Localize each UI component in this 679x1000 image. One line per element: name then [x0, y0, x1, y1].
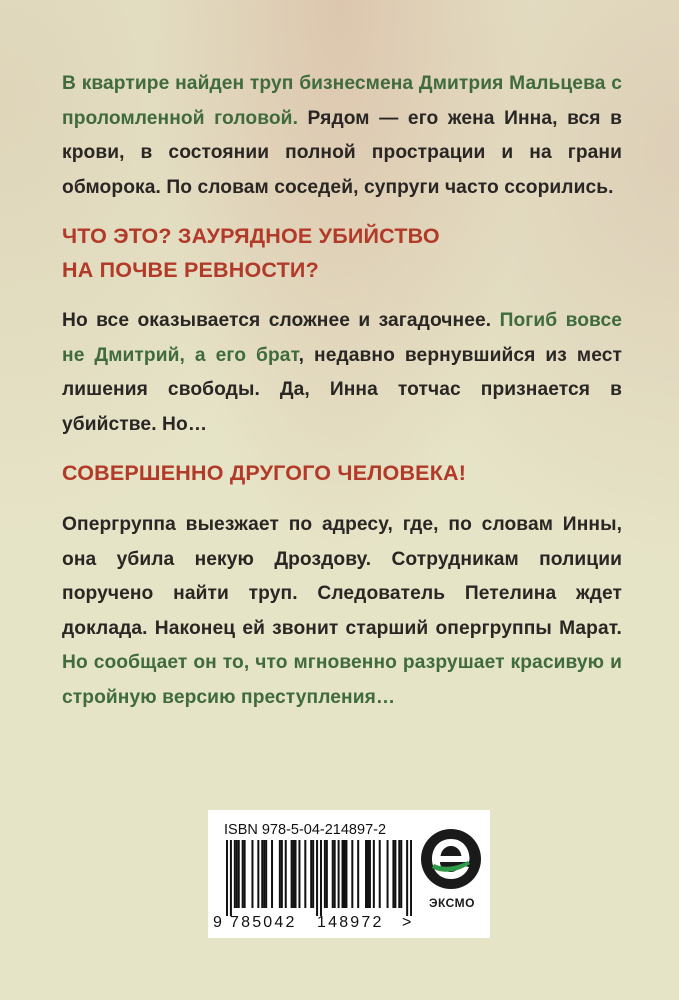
heading-question-line-2: НА ПОЧВЕ РЕВНОСТИ?	[62, 258, 319, 282]
paragraph-investigation	[62, 508, 622, 715]
barcode-bar	[251, 840, 253, 908]
heading-exclamation-line-1: СОВЕРШЕННО ДРУГОГО ЧЕЛОВЕКА!	[62, 461, 467, 485]
barcode-bar	[394, 840, 396, 908]
paragraph-intro	[62, 67, 622, 205]
barcode-digit-group-1: 785042	[230, 914, 297, 931]
barcode-bar	[230, 840, 232, 916]
barcode-bar	[326, 840, 328, 908]
heading-question	[62, 219, 622, 287]
barcode-arrow: >	[402, 914, 412, 931]
barcode-bar	[304, 840, 306, 908]
barcode-bar	[226, 840, 228, 916]
paragraph-twist-highlight: Погиб вовсе не Дмитрий, а его брат	[62, 310, 622, 366]
heading-exclamation	[62, 456, 622, 490]
barcode-bar	[293, 840, 295, 908]
paragraph-twist	[62, 304, 622, 442]
barcode-bar	[373, 840, 375, 908]
barcode-bar	[406, 840, 408, 916]
barcode-bar	[324, 840, 326, 908]
barcode-bar	[345, 840, 347, 908]
eksmo-logo-icon	[420, 828, 482, 890]
barcode-bar	[291, 840, 293, 908]
barcode-bar	[257, 840, 259, 908]
barcode-bar	[281, 840, 283, 908]
barcode-bar	[265, 840, 267, 908]
barcode-bar	[338, 840, 340, 908]
barcode-bar	[316, 840, 318, 916]
barcode-bar	[342, 840, 344, 908]
barcode-bar	[285, 840, 287, 908]
barcode-bar	[261, 840, 263, 908]
barcode-bar	[244, 840, 246, 908]
barcode-bar	[365, 840, 367, 908]
barcode-bar	[279, 840, 281, 908]
paragraph-twist-text-1: Но все оказывается сложнее и загадочнее.	[62, 310, 500, 331]
paragraph-intro-text: Рядом — его жена Инна, вся в крови, в состоянии полной прострации и на грани обморока. По словам соседей, супруги часто ссорились.	[62, 107, 622, 198]
barcode-bar	[410, 840, 412, 916]
barcode-bar	[357, 840, 359, 908]
barcode-bar	[320, 840, 322, 916]
publisher-name: ЭКСМО	[428, 896, 476, 910]
barcode-bar	[400, 840, 402, 908]
barcode-bar	[263, 840, 265, 908]
barcode-bar	[271, 840, 273, 908]
barcode-bars	[216, 840, 412, 916]
barcode-bar	[367, 840, 369, 908]
isbn-label: ISBN 978-5-04-214897-2	[224, 822, 387, 838]
paragraph-intro-highlight: В квартире найден труп бизнесмена Дмитрия Мальцева с проломленной головой.	[62, 73, 622, 129]
barcode-bar	[234, 840, 236, 908]
barcode-bar	[392, 840, 394, 908]
barcode-bar	[242, 840, 244, 908]
barcode-bar	[369, 840, 371, 908]
barcode-bar	[351, 840, 353, 908]
barcode-bar	[332, 840, 334, 908]
barcode-bar	[298, 840, 300, 908]
barcode-bar	[238, 840, 240, 908]
paragraph-twist-text-2: , недавно вернувшийся из мест лишения свободы. Да, Инна тотчас признается в убийстве. Но…	[62, 344, 622, 435]
barcode-bar	[387, 840, 389, 908]
barcode-panel	[208, 810, 490, 938]
barcode-bar	[343, 840, 345, 908]
barcode-bar	[236, 840, 238, 908]
paragraph-investigation-highlight: Но сообщает он то, что мгновенно разрушает красивую и стройную версию преступления…	[62, 652, 622, 708]
barcode-bar	[310, 840, 312, 908]
barcode-bar	[379, 840, 381, 908]
heading-question-line-1: ЧТО ЭТО? ЗАУРЯДНОЕ УБИЙСТВО	[62, 224, 440, 248]
barcode-bar	[295, 840, 297, 908]
barcode-digit-group-2: 148972	[317, 914, 384, 931]
paragraph-investigation-text: Опергруппа выезжает по адресу, где, по словам Инны, она убила некую Дроздову. Сотрудникам полиции поручено найти труп. Следователь Петелина ждет доклада. Наконец ей звонит старший опергруппы Марат.	[62, 514, 622, 639]
barcode-bar	[312, 840, 314, 908]
barcode-bar	[334, 840, 336, 908]
barcode-bar	[398, 840, 400, 908]
barcode-digit-first: 9	[213, 914, 222, 931]
